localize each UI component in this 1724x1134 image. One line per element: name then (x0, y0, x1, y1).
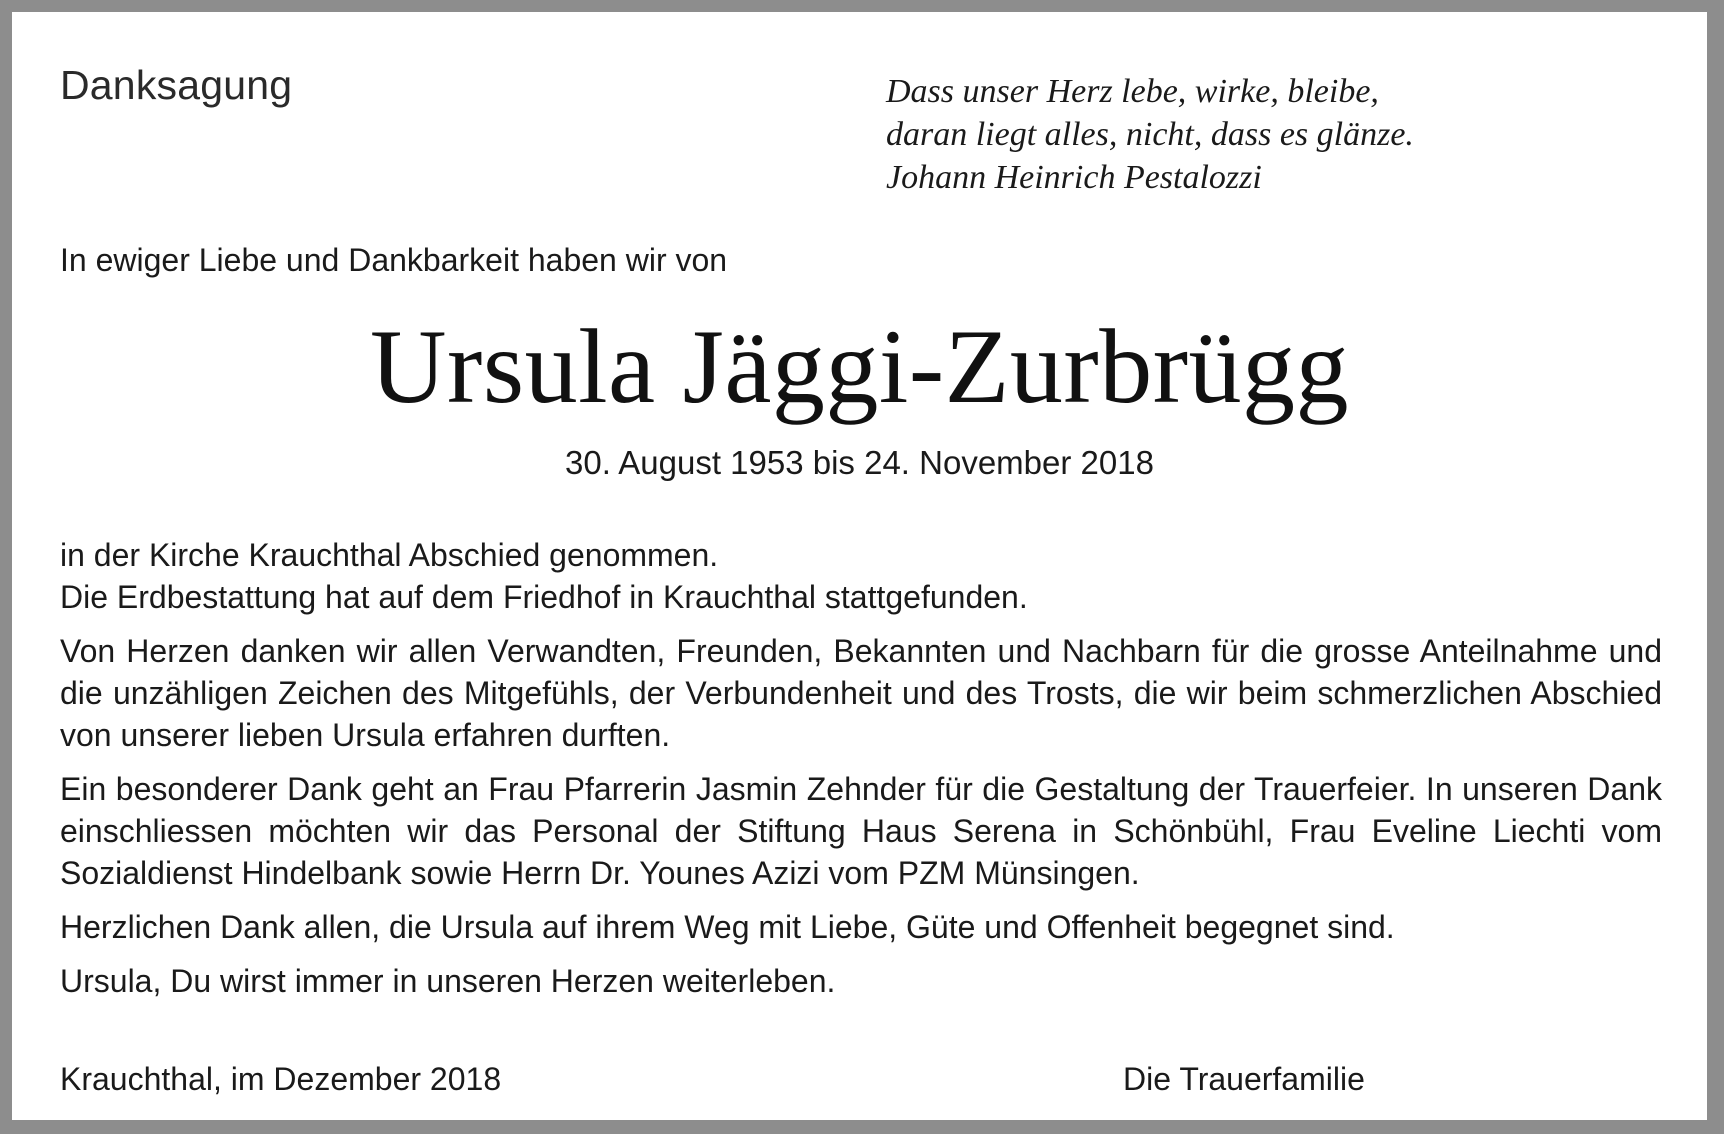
signature: Die Trauerfamilie (1123, 1061, 1365, 1097)
obituary-notice (12, 12, 1707, 1120)
quote-line-2: daran liegt alles, nicht, dass es glänze. (886, 116, 1414, 153)
thanks-all-paragraph: Von Herzen danken wir allen Verwandten, Freunden, Bekannten und Nachbarn für die grosse Anteilnahme und die unzähligen Zeichen des Mitgefühls, der Verbundenheit und des Trosts, die wir beim schmerzlichen Abschied von unserer lieben Ursula erfahren durften. (60, 633, 1662, 753)
farewell-line-2: Die Erdbestattung hat auf dem Friedhof in Krauchthal stattgefunden. (60, 579, 1028, 615)
thanks-special-paragraph: Ein besonderer Dank geht an Frau Pfarrerin Jasmin Zehnder für die Gestaltung der Trauerfeier. In unseren Dank einschliessen möchten wir das Personal der Stiftung Haus Serena in Schönbühl, Frau Eveline Liechti vom Sozialdienst Hindelbank sowie Herrn Dr. Younes Azizi vom PZM Münsingen. (60, 771, 1662, 891)
intro-line: In ewiger Liebe und Dankbarkeit haben wir von (60, 242, 728, 278)
farewell-paragraph (60, 534, 1662, 618)
epigraph-quote (886, 70, 1414, 199)
notice-heading: Danksagung (60, 62, 293, 108)
notice-body (60, 534, 1662, 1014)
quote-author: Johann Heinrich Pestalozzi (886, 159, 1262, 196)
place-date: Krauchthal, im Dezember 2018 (60, 1061, 502, 1097)
life-dates: 30. August 1953 bis 24. November 2018 (565, 444, 1154, 481)
quote-line-1: Dass unser Herz lebe, wirke, bleibe, (886, 73, 1379, 110)
deceased-name: Ursula Jäggi-Zurbrügg (370, 308, 1349, 425)
thanks-kindness-paragraph: Herzlichen Dank allen, die Ursula auf ihrem Weg mit Liebe, Güte und Offenheit begegnet sind. (60, 909, 1395, 945)
farewell-line-1: in der Kirche Krauchthal Abschied genommen. (60, 537, 719, 573)
closing-paragraph: Ursula, Du wirst immer in unseren Herzen weiterleben. (60, 963, 836, 999)
